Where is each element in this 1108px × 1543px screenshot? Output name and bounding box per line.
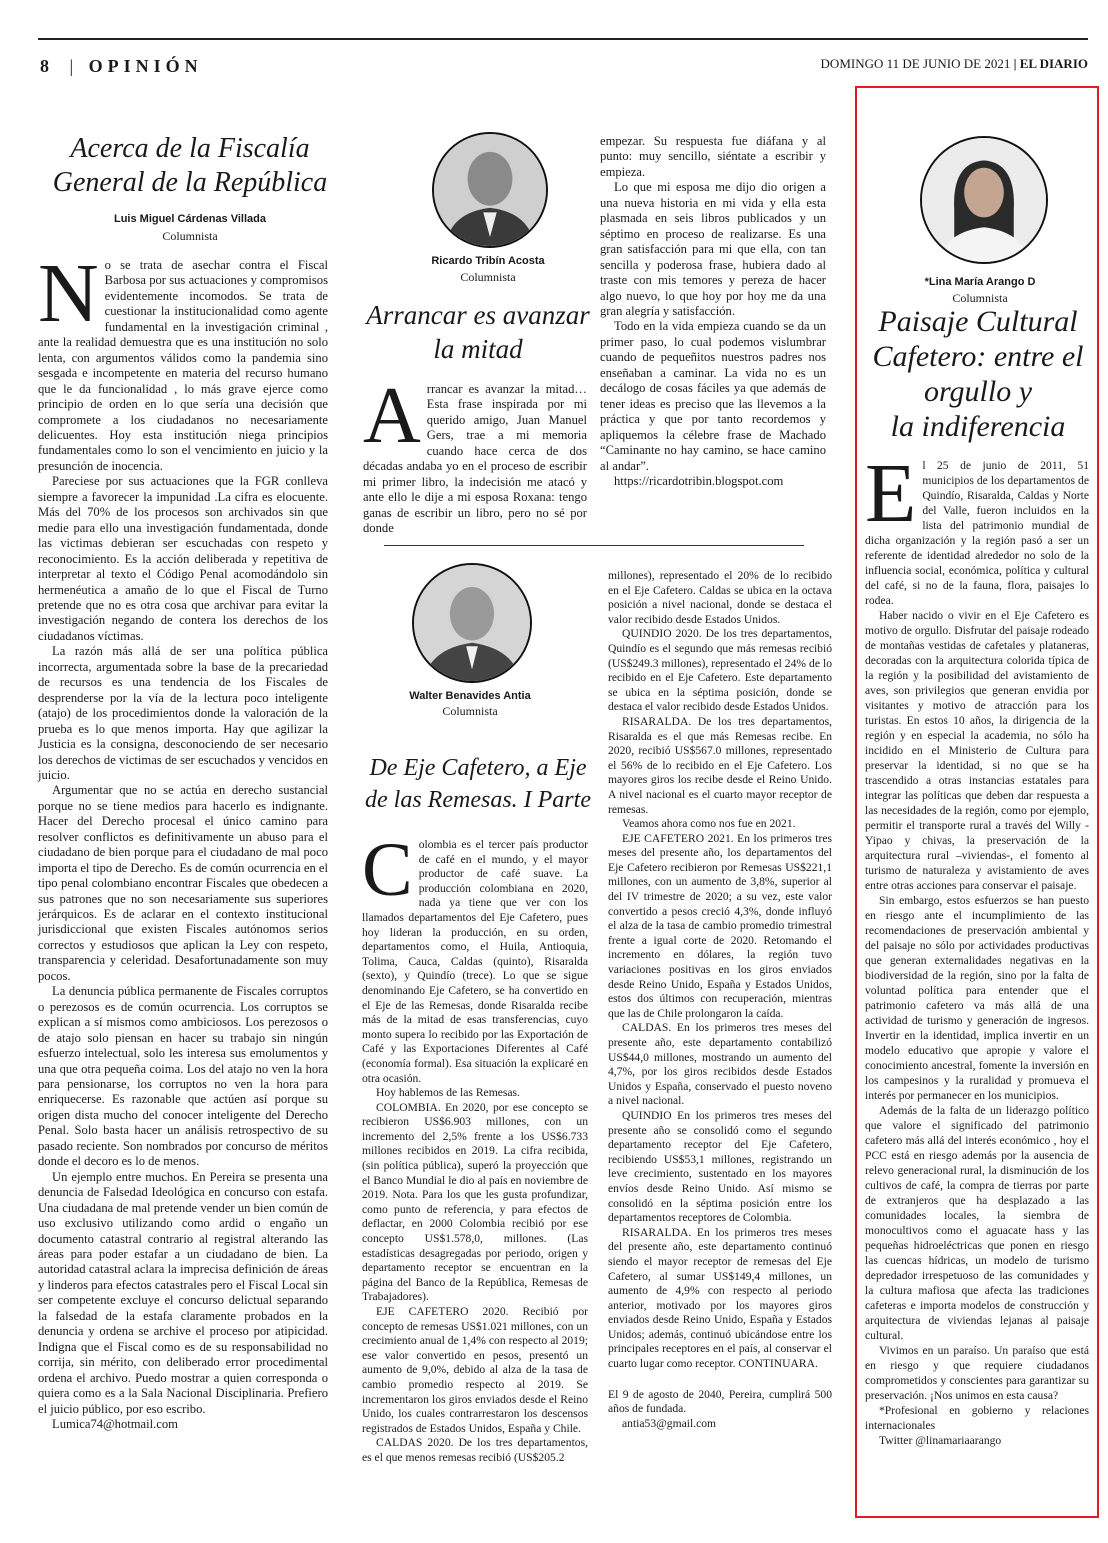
article1-paragraph: Pareciese por sus actuaciones que la FGR conlleva siempre a favorecer la impunidad .La cifra es elocuente. Más del 70% de los procesos son archivados sin que medie para ello una investigación fundamentada, donde las victimas debieran ser escuchadas con respeto y reconocimiento. Es la acción deliberada y repetitiva de interpretar al texto el Código Penal acomodándolo sin hermenéutica a amaño de lo que el Fiscal de Turno pretende que no es otra cosa que archivar para evitar la investigación negando de contera los derechos de los ciudadanos víctimas. bbox=[38, 474, 328, 643]
article1-title-line1: Acerca de la Fiscalía bbox=[70, 133, 310, 164]
article3-paragraph: RISARALDA. De los tres departamentos, Risaralda es el que más Remesas recibe. En 2020, recibió US$567.0 millones, representado el 56% de lo recibido en el Eje Cafetero. Los mayores giros los recibe desde el Reino Unido. A nivel nacional es el cuarto mayor receptor de remesas. bbox=[608, 714, 832, 816]
portrait-walter-image bbox=[414, 565, 530, 681]
article2-body-col2 bbox=[600, 134, 826, 489]
top-rule bbox=[38, 38, 1088, 40]
article3-paragraph: Hoy hablemos de las Remesas. bbox=[376, 1086, 520, 1100]
article3-author: Walter Benavides Antia bbox=[409, 690, 531, 702]
portrait-ricardo-image bbox=[434, 134, 546, 246]
article4-paragraph: Haber nacido o vivir en el Eje Cafetero es motivo de orgullo. Disfrutar del paisaje rodeado de montañas vestidas de cafetales y plataneras, decoradas con la arquitectura colorida típica de la región y la posibilidad del avistamiento de aves, son privilegios que generan envidia por visitantes y motivo de atracción para los turistas. En estos 10 años, la dirigencia de la región y en especial la academia, no sólo ha incidido en el Ministerio de Cultura para preservar la identidad, si no que se ha trascendido a otras instancias estatales para integrar las políticas que deben dar respuesta a las necesidades de la región, como por ejemplo, permitir el transporte rural a través del Willy - Yipao y chivas, la preservación de la arquitectura rural –viviendas-, el fomento al turismo de naturaleza y avistamiento de aves entre otras acciones para conservar el paisaje. bbox=[865, 609, 1089, 892]
article3-paragraph: El 9 de agosto de 2040, Pereira, cumplirá 500 años de fundada. bbox=[608, 1387, 832, 1416]
article3-paragraph: EJE CAFETERO 2020. Recibió por concepto de remesas US$1.021 millones, con un crecimiento anual de 1,4% con respecto al 2019; ese valor convertido en pesos, presentó un aumento de 9,0%, debido al alza de la tasa de cambio promedio respecto al 2019. Se incrementaron los giros enviados desde el Reino Unido, los cuales contrarrestaron los descensos registrados de Estados Unidos, España y Chile. bbox=[362, 1305, 588, 1435]
article2-author: Ricardo Tribín Acosta bbox=[431, 255, 545, 267]
section-name: OPINIÓN bbox=[88, 56, 203, 76]
article3-paragraph: CALDAS. En los primeros tres meses del presente año, este departamento contabilizó US$44,0 millones, mostrando un aumento del 4,7%, por los giros recibidos desde Estados Unidos y España, conservado el puesto noveno a nivel nacional. bbox=[608, 1021, 832, 1108]
article3-title-line1: De Eje Cafetero, a Eje bbox=[369, 755, 587, 781]
article4-paragraph: l 25 de junio de 2011, 51 municipios de los departamentos de Quindío, Risaralda, Caldas y Norte del Valle, fueron incluidos en la lista del patrimonio mundial de dicha organización y la región pasó a ser un referente de identidad alrededor no solo de la influencia social, económica, política y cultural del café, si no de la fauna, flora, paisajes lo rodea. bbox=[865, 459, 1089, 607]
article3-body-col2 bbox=[608, 569, 832, 1431]
article3-paragraph: olombia es el tercer país productor de café en el mundo, y el mayor productor de café suave. La producción colombiana en 2020, nada ya tiene que ver con los llamados departamentos del Eje Cafetero, pues hoy lideran la producción, en su orden, departamentos como, el Huila, Antioquia, Tolima, Cauca, Caldas (quinto), Risaralda (sexto), y Quindío (trece). Lo que se sigue denominando Eje Cafetero, se ha convertido en el Eje de las Remesas, donde Risaralda recibe más de la mitad de esas transferencias, cuyo monto supera lo recibido por las Exportación de Café y las Exportaciones Diferentes al Café (economía formal). Esa situación la explicaré en otra ocasión. bbox=[362, 838, 588, 1085]
article4-body bbox=[865, 447, 1089, 1448]
article2-dropcap: A bbox=[363, 372, 421, 460]
article2-title-line1: Arrancar es avanzar bbox=[366, 300, 590, 330]
article2-title-line2: la mitad bbox=[433, 334, 523, 364]
article3-paragraph: CALDAS 2020. De los tres departamentos, es el que menos remesas recibió (US$205.2 bbox=[362, 1436, 588, 1464]
article2-body-col1 bbox=[363, 372, 587, 537]
article1-title bbox=[40, 132, 340, 200]
article4-twitter[interactable]: Twitter @linamariaarango bbox=[879, 1434, 1002, 1447]
date-line bbox=[821, 56, 1088, 72]
article2-paragraph: Lo que mi esposa me dijo dio origen a una nueva historia en mi vida y ella esta plasmada en seis libros publicados y un séptimo en proceso de realizarse. Es una gran satisfacción para mi que ella, con tan sencilla y poderosa frase, hubiera dado al traste con mis temores y pereza de hacer algo nuevo, lo que hoy por hoy me da una gran alegría y satisfacción. bbox=[600, 180, 826, 318]
article2-link[interactable]: https://ricardotribin.blogspot.com bbox=[614, 473, 784, 488]
article2-paragraph: rrancar es avanzar la mitad… Esta frase inspirada por mi querido amigo, Juan Manuel Gers, trae a mi memoria cuando hace cerca de dos décadas andaba yo en el proceso de escribir mi primer libro, la indecisión me atacó y ante ello le dije a mi esposa Roxana: tengo ganas de escribir un libro, pero no sé por donde bbox=[363, 382, 587, 536]
article3-title bbox=[354, 752, 602, 816]
article3-title-line2: de las Remesas. I Parte bbox=[365, 787, 591, 813]
article4-dropcap: E bbox=[865, 447, 917, 540]
article4-title-line1: Paisaje Cultural bbox=[878, 305, 1078, 338]
article4-paragraph: Vivimos en un paraíso. Un paraíso que está en riesgo y que requiere ciudadanos comprometidos y conscientes para garantizar su preservación. ¡Nos unimos en esta causa? bbox=[865, 1344, 1089, 1402]
article3-paragraph: EJE CAFETERO 2021. En los primeros tres meses del presente año, los departamentos del Eje Cafetero recibieron por Remesas US$221,1 millones, con un aumento de 3,8%, superior al del IV trimestre de 2020; a su vez, este valor convertido a pesos creció 4,3%, donde influyó el alza de la tasa de cambio promedio trimestral frente a igual corte de 2020. Retomando el incremento en dólares, la región tuvo variaciones positivas en los giros enviados desde Reino Unido, España y Estados Unidos, estos dos últimos con recuperación, mientras que las de Chile prolongaron la caída. bbox=[608, 831, 832, 1020]
article1-role: Columnista bbox=[162, 229, 218, 243]
article2-paragraph: empezar. Su respuesta fue diáfana y al punto: muy sencillo, siéntate a escribir y empieza. bbox=[600, 134, 826, 179]
portrait-ricardo bbox=[432, 132, 548, 248]
article1-email[interactable]: Lumica74@hotmail.com bbox=[52, 1416, 178, 1431]
article3-body-col1 bbox=[362, 828, 588, 1466]
article1-paragraph: o se trata de asechar contra el Fiscal Barbosa por sus actuaciones y compromisos evidentemente incomodos. Se trata de cuestionar la institucionalidad como agente fundamental en la investigación criminal , ante la realidad demuestra que es una institución no solo lenta, con argumentos válidos como la pandemia sino sesgada e incompetente en materia del recurso humano que le da funcionalidad , lo más grave ejerce como principio de orden en lo que sería una decisión que compromete a los ciudadanos no necesariamente delicuentes. Hoy esta institución niega principios fundamentales como lo son el vencimiento en juicio y la presunción de inocencia. bbox=[38, 258, 328, 473]
article4-footnote: *Profesional en gobierno y relaciones internacionales bbox=[865, 1404, 1089, 1432]
section-header bbox=[40, 56, 203, 77]
article4-title-line3: orgullo y bbox=[923, 375, 1033, 408]
article4-paragraph: Además de la falta de un liderazgo político que valore el significado del patrimonio cafetero más allá del interés económico , hoy el PCC está en riesgo además por la ausencia de relevo generacional rural, la disminución de los cultivos de café, la compra de tierras por parte de extranjeros que ha desplazado a las comunidades locales, la siembra de monocultivos como el aguacate hass y las pequeñas hidroeléctricas que ponen en riesgo las cuencas hídricas, un modelo de turismo depredador irrespetuoso de las comunidades y la cultura mafiosa que afecta las tradiciones cafeteras e importa modelos de construcción y arquitectura de viviendas lejanas al paisaje cultural. bbox=[865, 1104, 1089, 1342]
article4-role: Columnista bbox=[952, 291, 1008, 305]
article1-title-line2: General de la República bbox=[52, 167, 328, 198]
article3-paragraph: COLOMBIA. En 2020, por ese concepto se recibieron US$6.903 millones, con un incremento del 2,5% frente a los US$6.733 millones recibidos en 2019. La cifra recibida, (sin política pública), superó la proyección que el Banco Mundial le dio al país en noviembre de 2019. Nota. Para los que les gusta profundizar, como punto de referencia, y para efectos de deflactar, en 2000 Colombia recibió por ese concepto US$1.578,0, millones. (Las estadísticas desagregadas por periodo, origen y departamento receptor se encuentran en la página del Banco de la República, Remesas de Trabajadores). bbox=[362, 1100, 588, 1304]
article3-email[interactable]: antia53@gmail.com bbox=[622, 1416, 717, 1430]
article1-paragraph: La razón más allá de ser una política pública incorrecta, argumentada sobre la base de la precariedad de recursos es una tendencia de los Fiscales de desprenderse por la vía de la lectura poco inteligente (atajo) de los procedimientos donde la valoración de la prueba es lo que menos importa. Hay que agilizar la Justicia es la consigna, desconociendo de ser necesario los derechos de victimas de ser escuchados y vencidos en juicio. bbox=[38, 644, 328, 782]
article2-title bbox=[360, 298, 596, 366]
article4-paragraph: Sin embargo, estos esfuerzos se han puesto en riesgo ante el incumplimiento de las recomendaciones de preservación ambiental y del paisaje no sólo por actividades productivas que generan externalidades negativas en la biodiversidad de la región, sino por la falta de voluntad política para entender que el patrimonio cafetero va más allá de una actividad de turismo y generación de ingresos. Invertir en la identidad, implica invertir en un modelo educativo que apropie y valore el conocimiento ancestral, fomente la inversión en los campesinos y la ruralidad y promueva el interés por permanecer en los municipios. bbox=[865, 894, 1089, 1102]
header-separator: | bbox=[69, 56, 74, 76]
article1-paragraph: Un ejemplo entre muchos. En Pereira se presenta una denuncia de Falsedad Ideológica en concurso con estafa. Una ciudadana de mal pretende vender un bien común de uso exclusivo utilizando como ardid o engaño un documento catastral contrario al registral alterando las áreas para poder estafar a un ciudadano de bien. La autoridad catastral aclara la imprecisa definición de áreas y linderos para efectos catastrales pero el Fiscal Local sin ser competente excluye el concurso delictual separando la falsedad de la estafa claramente probados en la denuncia y ordena se archive el proceso por atipicidad. Indigna que el Fiscal como es de su responsabilidad no corrija, sin mérito, con deliberado error procedimental ordena el archivo. Puedo mostrar a quien corresponda o quiera como es a la Sala Nacional Disciplinaria. Prefiero el juicio público, por eso escribo. bbox=[38, 1169, 328, 1416]
article3-paragraph: QUINDIO En los primeros tres meses del presente año se consolidó como el segundo departamento receptor del Eje Cafetero, recibiendo US$53,1 millones, registrando un leve crecimiento, sustentado en los mayores envíos desde Reino Unido. Así mismo se consolidó en la séptima posición entre los departamentos receptores de Colombia. bbox=[608, 1108, 832, 1225]
center-divider bbox=[384, 545, 804, 546]
article3-paragraph: Veamos ahora como nos fue en 2021. bbox=[622, 817, 796, 831]
article3-paragraph: QUINDIO 2020. De los tres departamentos, Quindío es el segundo que más remesas recibió (US$249.3 millones), representado el 24% de lo recibido en el Eje Cafetero. Este departamento se ubica en la séptima posición, donde se destaca el valor recibido desde Estados Unidos. bbox=[608, 627, 832, 714]
article2-role: Columnista bbox=[460, 270, 516, 284]
article3-role: Columnista bbox=[442, 704, 498, 718]
portrait-lina bbox=[920, 136, 1048, 264]
article3-dropcap: C bbox=[362, 828, 413, 912]
paper-name: | EL DIARIO bbox=[1013, 56, 1088, 71]
article1-dropcap: N bbox=[38, 247, 99, 340]
article1-paragraph: Argumentar que no se actúa en derecho sustancial porque no se tiene medios para hacerlo es indignante. Hacer del Derecho procesal el único camino para resolver conflictos es definitivamente un abuso para el ciudadano de bien porque para el ciudadano de mal poco importa el tipo de Derecho. Es de común ocurrencia en el tipo penal colombiano encontrar Fiscales que obedecen a sus patrones que no son necesariamente sus superiores jerárquicos. Es de aclarar en el contexto institucional jurisdiccional que existen Fiscales autónomos serios correctos y estudiosos que aplican la Ley con respeto, transparencia y celeridad. Desafortunadamente son muy pocos. bbox=[38, 783, 328, 983]
article4-author: *Lina María Arango D bbox=[924, 276, 1036, 288]
issue-date: DOMINGO 11 DE JUNIO DE 2021 bbox=[820, 56, 1011, 71]
article1-author: Luis Miguel Cárdenas Villada bbox=[113, 213, 266, 225]
article2-paragraph: Todo en la vida empieza cuando se da un primer paso, lo cual podemos vislumbrar cuando de pequeñitos nuestros padres nos enseñaban a caminar. La vida no es un decálogo de cosas fáciles ya que además de tener ideas es preciso que las llevemos a la práctica y que por tanto recordemos y apliquemos la célebre frase de Machado “Caminante no hay camino, se hace camino al andar”. bbox=[600, 319, 826, 473]
article1-body bbox=[38, 247, 328, 1432]
portrait-lina-image bbox=[922, 138, 1046, 262]
article4-title-line2: Cafetero: entre el bbox=[872, 340, 1084, 373]
article3-paragraph: millones), representado el 20% de lo recibido en el Eje Cafetero. Caldas se ubica en la octava posición a nivel nacional, donde se destaca el valor recibido desde Estados Unidos. bbox=[608, 569, 832, 626]
article1-paragraph: La denuncia pública permanente de Fiscales corruptos o perezosos es de común ocurrencia. Los corruptos se explican a sí mismos como ambiciosos. Los perezosos o de atajo solo piensan en hacer su trabajo sin ningún esfuerzo intelectual, solo les interesa sus emolumentos y una que otra pequeña coima. Los del atajo no ven la hora para pensionarse, los corruptos no ven la hora para enriquecerse. Es razonable que actúen así porque su origen dista mucho del conocer inteligente del Derecho Penal. Solo basta hacer un análisis retrospectivo de su pasado reciente. Son nombrados por concurso de méritos donde el decoro es lo de menos. bbox=[38, 984, 328, 1169]
article4-title bbox=[860, 304, 1096, 444]
page-number: 8 bbox=[40, 56, 54, 76]
article3-paragraph: RISARALDA. En los primeros tres meses del presente año, este departamento continuó siendo el mayor receptor de remesas del Eje Cafetero, al sumar US$149,4 millones, un aumento de 4,9% con respecto al periodo anterior, motivado por los mayores giros enviados desde Reino Unido, España y Estados Unidos; además, continuó ubicándose entre los principales receptores en el país, al conservar el cuarto lugar como receptor. CONTINUARA. bbox=[608, 1225, 832, 1371]
article4-title-line4: la indiferencia bbox=[890, 410, 1066, 443]
portrait-walter bbox=[412, 563, 532, 683]
